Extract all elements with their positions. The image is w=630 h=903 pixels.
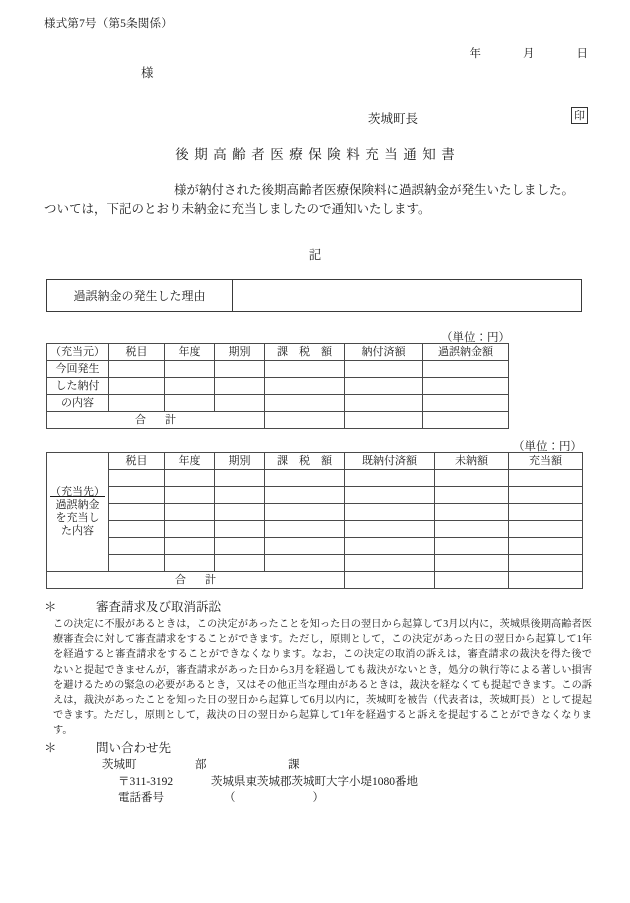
note-appeal: [44, 597, 594, 739]
note-contact-title: 問い合わせ先: [96, 741, 172, 755]
table-cell[interactable]: [435, 470, 509, 487]
reason-input[interactable]: [233, 280, 581, 311]
table-cell[interactable]: [345, 521, 435, 538]
table-cell[interactable]: [423, 361, 509, 378]
table-cell[interactable]: [345, 487, 435, 504]
table-cell[interactable]: [265, 395, 345, 412]
unit-note-source: （単位：円）: [441, 332, 510, 344]
table-cell[interactable]: [423, 395, 509, 412]
total-label: 合 計: [47, 572, 345, 589]
contact-town: 茨城町: [102, 759, 137, 771]
table-cell[interactable]: [165, 538, 215, 555]
table-cell[interactable]: [215, 487, 265, 504]
column-header: 期別: [215, 344, 265, 361]
table-cell[interactable]: [345, 504, 435, 521]
table-cell[interactable]: [509, 555, 583, 572]
intro-line-1: 様が納付された後期高齢者医療保険料に過誤納金が発生いたしました。: [174, 183, 575, 197]
column-header: 充当額: [509, 453, 583, 470]
addressee-honorific: 様: [141, 66, 154, 80]
issuer-row: [0, 109, 588, 129]
form-number: 様式第7号（第5条関係）: [44, 18, 173, 30]
table-cell[interactable]: [435, 504, 509, 521]
side-label-head-source: （充当元）: [47, 344, 109, 361]
table-cell[interactable]: [109, 504, 165, 521]
table-cell[interactable]: [165, 555, 215, 572]
table-cell[interactable]: [215, 555, 265, 572]
contact-phone-value[interactable]: （ ）: [224, 792, 342, 804]
table-cell[interactable]: [215, 470, 265, 487]
unit-note-target: （単位：円）: [513, 441, 582, 453]
table-row: [47, 487, 583, 504]
column-header: 年度: [165, 344, 215, 361]
column-header: 税目: [109, 344, 165, 361]
column-header: 課 税 額: [265, 453, 345, 470]
table-cell[interactable]: [265, 521, 345, 538]
side-label-line: の内容: [47, 395, 109, 412]
total-cell[interactable]: [435, 572, 509, 589]
table-cell[interactable]: [423, 378, 509, 395]
table-cell[interactable]: [165, 487, 215, 504]
note-contact-heading: [44, 738, 594, 756]
reason-label: 過誤納金の発生した理由: [47, 280, 233, 311]
table-cell[interactable]: [109, 521, 165, 538]
table-cell[interactable]: [509, 487, 583, 504]
seal-icon: 印: [571, 107, 588, 124]
contact-office-row: [102, 757, 594, 774]
table-cell[interactable]: [435, 521, 509, 538]
table-cell[interactable]: [435, 538, 509, 555]
column-header: 納付済額: [345, 344, 423, 361]
contact-postal-code: 〒311-3192: [118, 775, 174, 788]
table-cell[interactable]: [265, 470, 345, 487]
table-cell[interactable]: [109, 378, 165, 395]
date-line: [470, 45, 589, 61]
side-label-line: 今回発生: [47, 361, 109, 378]
total-cell[interactable]: [345, 412, 423, 429]
issuer-name: 茨城町長: [368, 112, 419, 126]
table-cell[interactable]: [109, 487, 165, 504]
contact-address-row: [102, 774, 594, 791]
side-label-line: 過誤納金: [55, 499, 100, 511]
page-title: 後期高齢者医療保険料充当通知書: [175, 147, 461, 162]
table-cell[interactable]: [435, 487, 509, 504]
column-header: 未納額: [435, 453, 509, 470]
contact-address: 茨城県東茨城郡茨城町大字小堤1080番地: [211, 775, 418, 788]
column-header: 年度: [165, 453, 215, 470]
table-cell[interactable]: [265, 555, 345, 572]
table-cell[interactable]: [435, 555, 509, 572]
table-cell[interactable]: [165, 395, 215, 412]
total-cell[interactable]: [345, 572, 435, 589]
table-cell[interactable]: [215, 521, 265, 538]
column-header: 期別: [215, 453, 265, 470]
table-cell[interactable]: [215, 504, 265, 521]
column-header: 既納付済額: [345, 453, 435, 470]
contact-phone-label: 電話番号: [118, 792, 164, 804]
table-cell[interactable]: [265, 504, 345, 521]
note-appeal-body: この決定に不服があるときは，この決定があったことを知った日の翌日から起算して3月以内に，茨城県後期高齢者医療審査会に対して審査請求をすることができます。ただし，原則として，この決定があった日の翌日から起算して1年を経過すると審査請求をすることができなくなります。なお，この決定の取消の訴えは，審査請求の裁決を得た後でないと提起できませんが，審査請求があった日から3月を経過しても裁決がないとき，処分の執行等による著しい損害を避けるための緊急の必要があるとき，又はその他正当な理由があるときは，裁決を経なくても提起できます。この訴えは，裁決があったことを知った日の翌日から起算して6月以内に，茨城町を被告（代表者は，茨城町長）として提起できます。ただし，原則として，裁決の日の翌日から起算して1年を経過すると訴えを提起することができなくなります。: [53, 619, 592, 737]
contact-phone-row: [102, 790, 594, 807]
table-cell[interactable]: [109, 470, 165, 487]
contact-department-label: 部: [195, 759, 207, 771]
table-row: [47, 378, 509, 395]
asterisk-icon: ＊: [44, 600, 57, 614]
table-cell[interactable]: [345, 395, 423, 412]
ki-marker: 記: [308, 248, 322, 262]
date-month-label: 月: [523, 48, 535, 60]
table-cell[interactable]: [265, 378, 345, 395]
side-label-line: を充当し: [55, 512, 100, 524]
table-cell[interactable]: [509, 504, 583, 521]
note-appeal-title: 審査請求及び取消訴訟: [96, 600, 222, 614]
table-cell[interactable]: [165, 521, 215, 538]
table-cell[interactable]: [215, 395, 265, 412]
table-cell[interactable]: [165, 361, 215, 378]
total-cell[interactable]: [509, 572, 583, 589]
table-row-header: [47, 344, 509, 361]
asterisk-icon: ＊: [44, 741, 57, 755]
column-header: 課 税 額: [265, 344, 345, 361]
table-row: [47, 555, 583, 572]
table-cell[interactable]: [109, 555, 165, 572]
table-row: [47, 361, 509, 378]
date-day-label: 日: [576, 48, 588, 60]
table-cell[interactable]: [109, 538, 165, 555]
table-cell[interactable]: [345, 555, 435, 572]
intro-paragraph: [44, 181, 586, 219]
table-row: [47, 538, 583, 555]
note-contact: [44, 738, 594, 807]
table-cell[interactable]: [509, 470, 583, 487]
table-cell[interactable]: [265, 361, 345, 378]
table-cell[interactable]: [265, 487, 345, 504]
intro-line-2: ついては，下記のとおり未納金に充当しましたので通知いたします。: [44, 202, 431, 216]
table-cell[interactable]: [509, 538, 583, 555]
table-row-header: [47, 453, 583, 470]
table-cell[interactable]: [345, 538, 435, 555]
table-cell[interactable]: [165, 504, 215, 521]
side-label-head-target: （充当先）: [50, 486, 105, 498]
table-cell[interactable]: [345, 361, 423, 378]
table-cell[interactable]: [165, 470, 215, 487]
table-cell[interactable]: [215, 378, 265, 395]
table-cell[interactable]: [215, 538, 265, 555]
column-header: 過誤納金額: [423, 344, 509, 361]
table-row: [47, 504, 583, 521]
table-cell[interactable]: [109, 395, 165, 412]
side-label-line: た内容: [61, 525, 94, 537]
table-cell[interactable]: [509, 521, 583, 538]
note-appeal-heading: [44, 597, 594, 615]
reason-box: [46, 279, 582, 312]
side-label-line: した納付: [47, 378, 109, 395]
table-cell[interactable]: [265, 538, 345, 555]
table-allocation-target: [46, 452, 583, 589]
table-allocation-source: [46, 343, 509, 429]
table-cell[interactable]: [215, 361, 265, 378]
total-cell[interactable]: [265, 412, 345, 429]
contact-section-label: 課: [288, 759, 300, 771]
table-row-total: [47, 412, 509, 429]
total-cell[interactable]: [423, 412, 509, 429]
table-cell[interactable]: [165, 378, 215, 395]
table-row: [47, 521, 583, 538]
contact-details: [44, 757, 594, 807]
table-row: [47, 470, 583, 487]
table-cell[interactable]: [345, 378, 423, 395]
table-cell[interactable]: [109, 361, 165, 378]
table-cell[interactable]: [345, 470, 435, 487]
table-row-total: [47, 572, 583, 589]
side-label-target: [47, 453, 109, 572]
column-header: 税目: [109, 453, 165, 470]
table-row: [47, 395, 509, 412]
date-year-label: 年: [469, 48, 481, 60]
total-label: 合 計: [47, 412, 265, 429]
